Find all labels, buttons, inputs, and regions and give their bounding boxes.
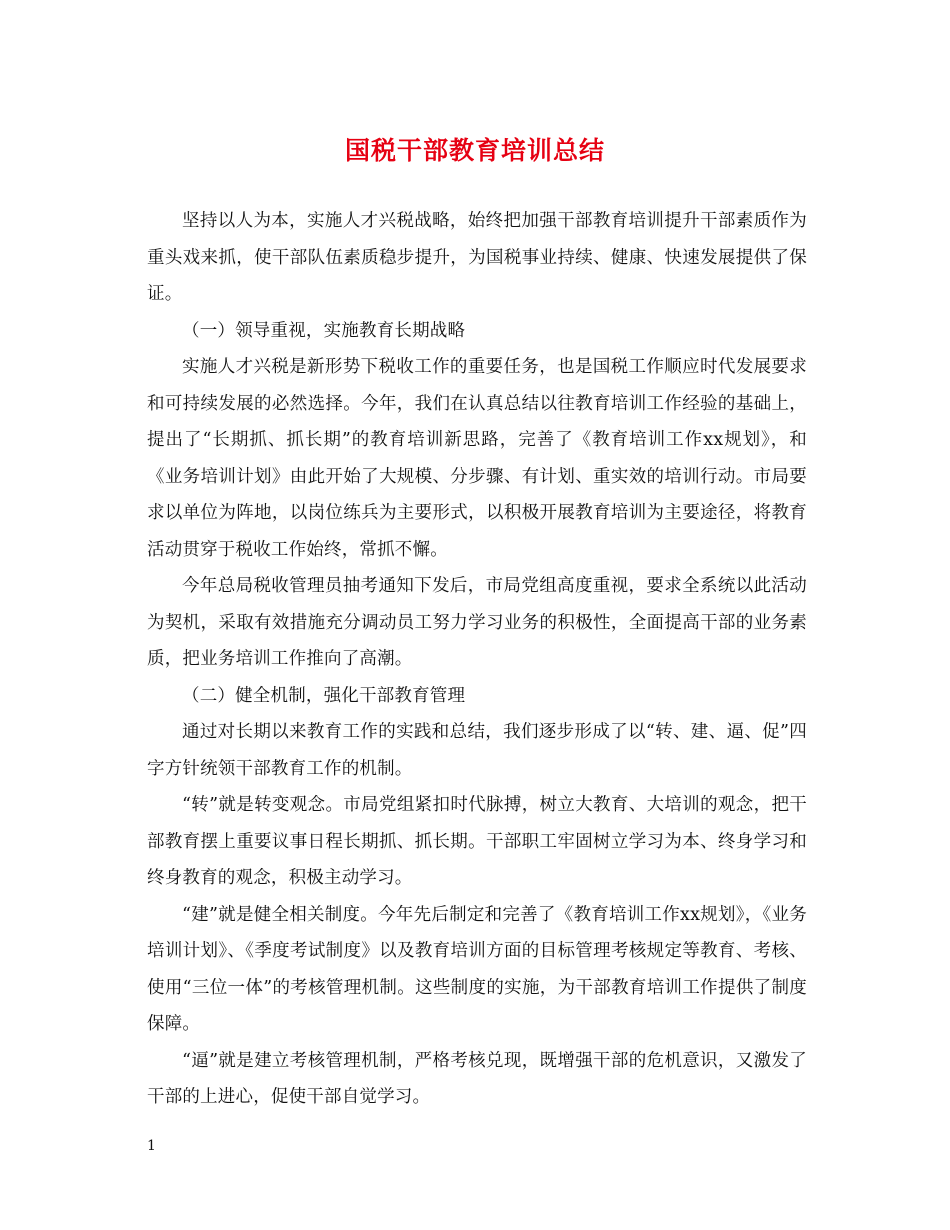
section-heading: （二）健全机制，强化干部教育管理 xyxy=(182,685,466,706)
paragraph: “建”就是健全相关制度。今年先后制定和完善了《教育培训工作xx规划》，《业务培训计划》、《季度考试制度》以及教育培训方面的目标管理考核规定等教育、考核、使用“三位一体”的考核管理机制。这些制度的实施，为干部教育培训工作提供了制度保障。 xyxy=(147,904,807,1034)
document-title: 国税干部教育培训总结 xyxy=(344,136,605,165)
paragraph: 今年总局税收管理员抽考通知下发后，市局党组高度重视，要求全系统以此活动为契机，采取有效措施充分调动员工努力学习业务的积极性，全面提高干部的业务素质，把业务培训工作推向了高潮。 xyxy=(147,576,807,669)
document-body xyxy=(147,203,807,1116)
paragraph: 实施人才兴税是新形势下税收工作的重要任务，也是国税工作顺应时代发展要求和可持续发展的必然选择。今年，我们在认真总结以往教育培训工作经验的基础上，提出了“长期抓、抓长期”的教育培训新思路，完善了《教育培训工作xx规划》，和《业务培训计划》由此开始了大规模、分步骤、有计划、重实效的培训行动。市局要求以单位为阵地，以岗位练兵为主要形式，以积极开展教育培训为主要途径，将教育活动贯穿于税收工作始终，常抓不懈。 xyxy=(147,357,807,560)
paragraph: 通过对长期以来教育工作的实践和总结，我们逐步形成了以“转、建、逼、促”四字方针统领干部教育工作的机制。 xyxy=(147,722,807,779)
paragraph: “逼”就是建立考核管理机制，严格考核兑现，既增强干部的危机意识，又激发了干部的上进心，促使干部自觉学习。 xyxy=(147,1050,807,1107)
page-number: 1 xyxy=(147,1138,156,1154)
section-heading: （一）领导重视，实施教育长期战略 xyxy=(182,320,466,341)
paragraph: “转”就是转变观念。市局党组紧扣时代脉搏，树立大教育、大培训的观念，把干部教育摆上重要议事日程长期抓、抓长期。干部职工牢固树立学习为本、终身学习和终身教育的观念，积极主动学习。 xyxy=(147,795,807,888)
paragraph: 坚持以人为本，实施人才兴税战略，始终把加强干部教育培训提升干部素质作为重头戏来抓，使干部队伍素质稳步提升，为国税事业持续、健康、快速发展提供了保证。 xyxy=(147,211,807,304)
